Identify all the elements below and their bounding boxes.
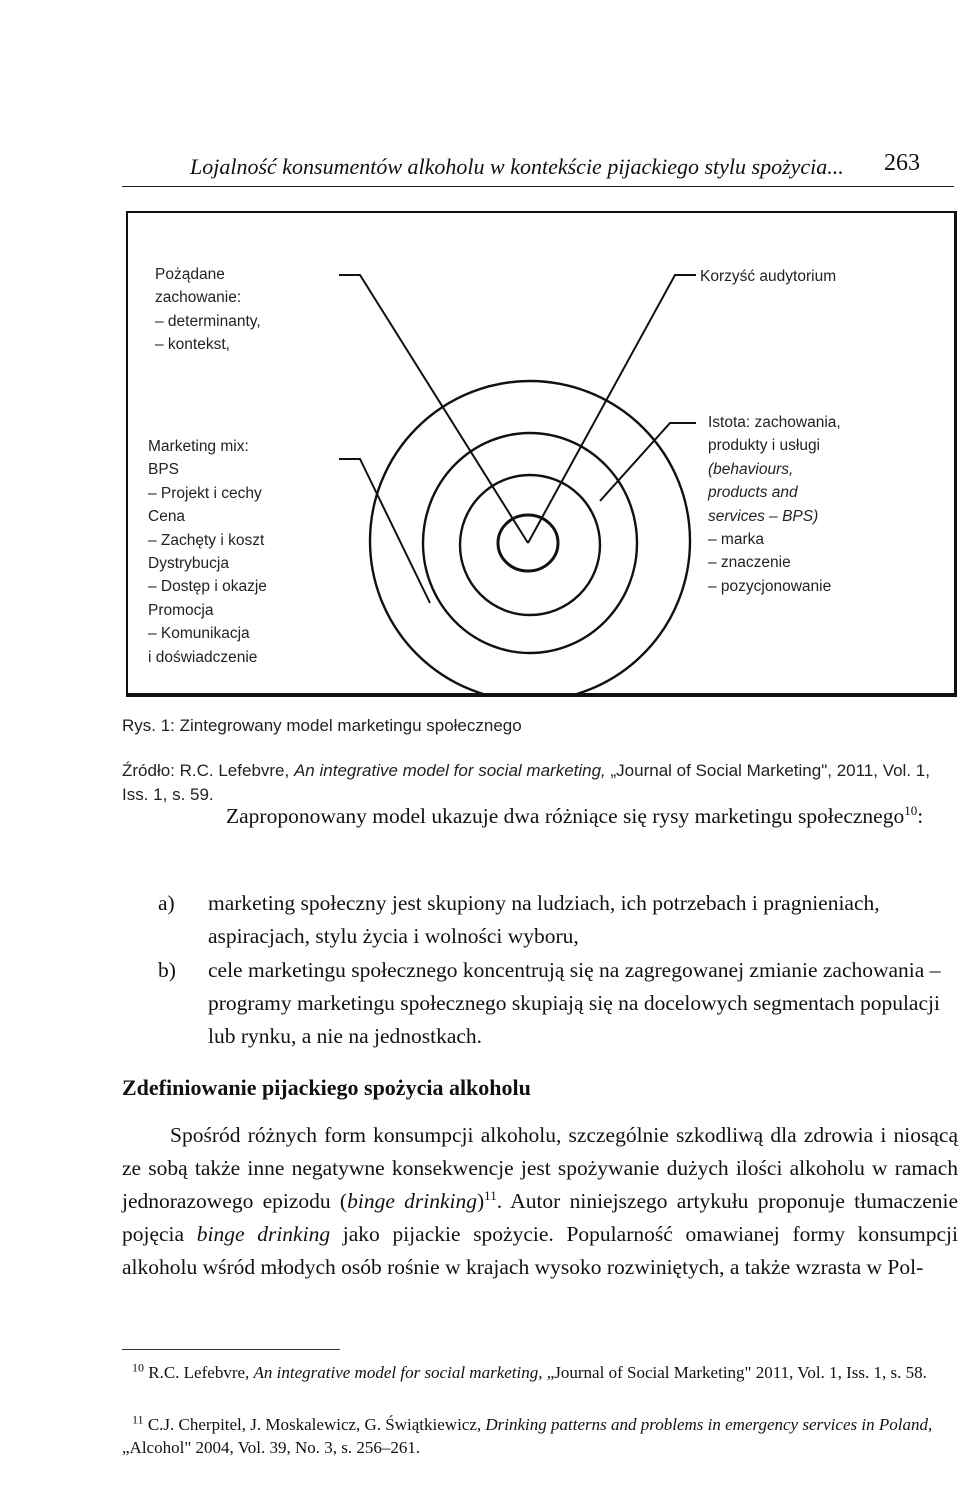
footnote-ref-10[interactable]: 10: [904, 802, 918, 818]
footnote-rule: [122, 1349, 340, 1350]
header-rule: [122, 186, 954, 187]
footnote-ref-11[interactable]: 11: [484, 1187, 497, 1203]
list-item-a: a) marketing społeczny jest skupiony na ludziach, ich potrzebach i pragnieniach, aspiracjach, stylu życia i wolności wyboru,: [158, 891, 880, 948]
circle-outer: [370, 381, 690, 693]
page-number: 263: [884, 150, 920, 176]
footnote-11: $^{11}$ C.J. Cherpitel, J. Moskalewicz, G. Świątkiewicz, Drinking patterns and problems in emergency services in Poland, „Alcohol" 2004, Vol. 39, No. 3, s. 256–261.: [122, 1412, 933, 1458]
essence-label: Istota: zachowania, produkty i usługi (behaviours, products and services – BPS) – marka – znaczenie – pozycjonowanie: [708, 414, 841, 595]
figure-caption: Rys. 1: Zintegrowany model marketingu społecznego: [122, 716, 522, 735]
figure-box: [126, 211, 957, 697]
footnote-10: $^{10}$ R.C. Lefebvre, An integrative model for social marketing, „Journal of Social Marketing" 2011, Vol. 1, Iss. 1, s. 58.: [132, 1360, 927, 1382]
desired-behaviour-label: Pożądane zachowanie: – determinanty, – kontekst,: [155, 266, 261, 354]
circle-middle: [423, 433, 637, 653]
running-header-title: Lojalność konsumentów alkoholu w kontekście pijackiego stylu spożycia...: [190, 154, 844, 179]
paragraph-1: Zaproponowany model ukazuje dwa różniące się rysy marketingu społecznego$^{10}$:: [226, 802, 924, 828]
pointer-line-bottom-left: [339, 459, 430, 603]
section-heading: Zdefiniowanie pijackiego spożycia alkoholu: [122, 1075, 531, 1100]
list-item-b: b) cele marketingu społecznego koncentrują się na zagregowanej zmianie zachowania – programy marketingu społecznego skupiają się na docelowych segmentach populacji lub rynku, a nie na jednostkach.: [158, 958, 941, 1048]
circle-inner: [460, 475, 600, 615]
pointer-line-top-right: [528, 275, 696, 543]
pointer-line-top-left: [339, 275, 528, 543]
marketing-mix-label: Marketing mix: BPS – Projekt i cechy Cena – Zachęty i koszt Dystrybucja – Dostęp i okazje Promocja – Komunikacja i doświadczenie: [148, 438, 267, 666]
figure-source: Źródło: R.C. Lefebvre, An integrative model for social marketing, „Journal of Social Marketing", 2011, Vol. 1, Iss. 1, s. 59.: [122, 761, 930, 804]
paragraph-2: Spośród różnych form konsumpcji alkoholu, szczególnie szkodliwą dla zdrowia i niosącą ze sobą także inne negatywne konsekwencje jest spożywanie dużych ilości alkoholu w ramach jednorazowego epizodu (binge drinking)$^{11}$. Autor niniejszego artykułu proponuje tłumaczenie pojęcia binge drinking jako pijackie spożycie. Popularność omawianej formy konsumpcji alkoholu wśród młodych osób rośnie w krajach wysoko rozwiniętych, a także wzrasta w Pol-: [122, 1123, 959, 1279]
audience-benefit-label: Korzyść audytorium: [700, 268, 837, 285]
